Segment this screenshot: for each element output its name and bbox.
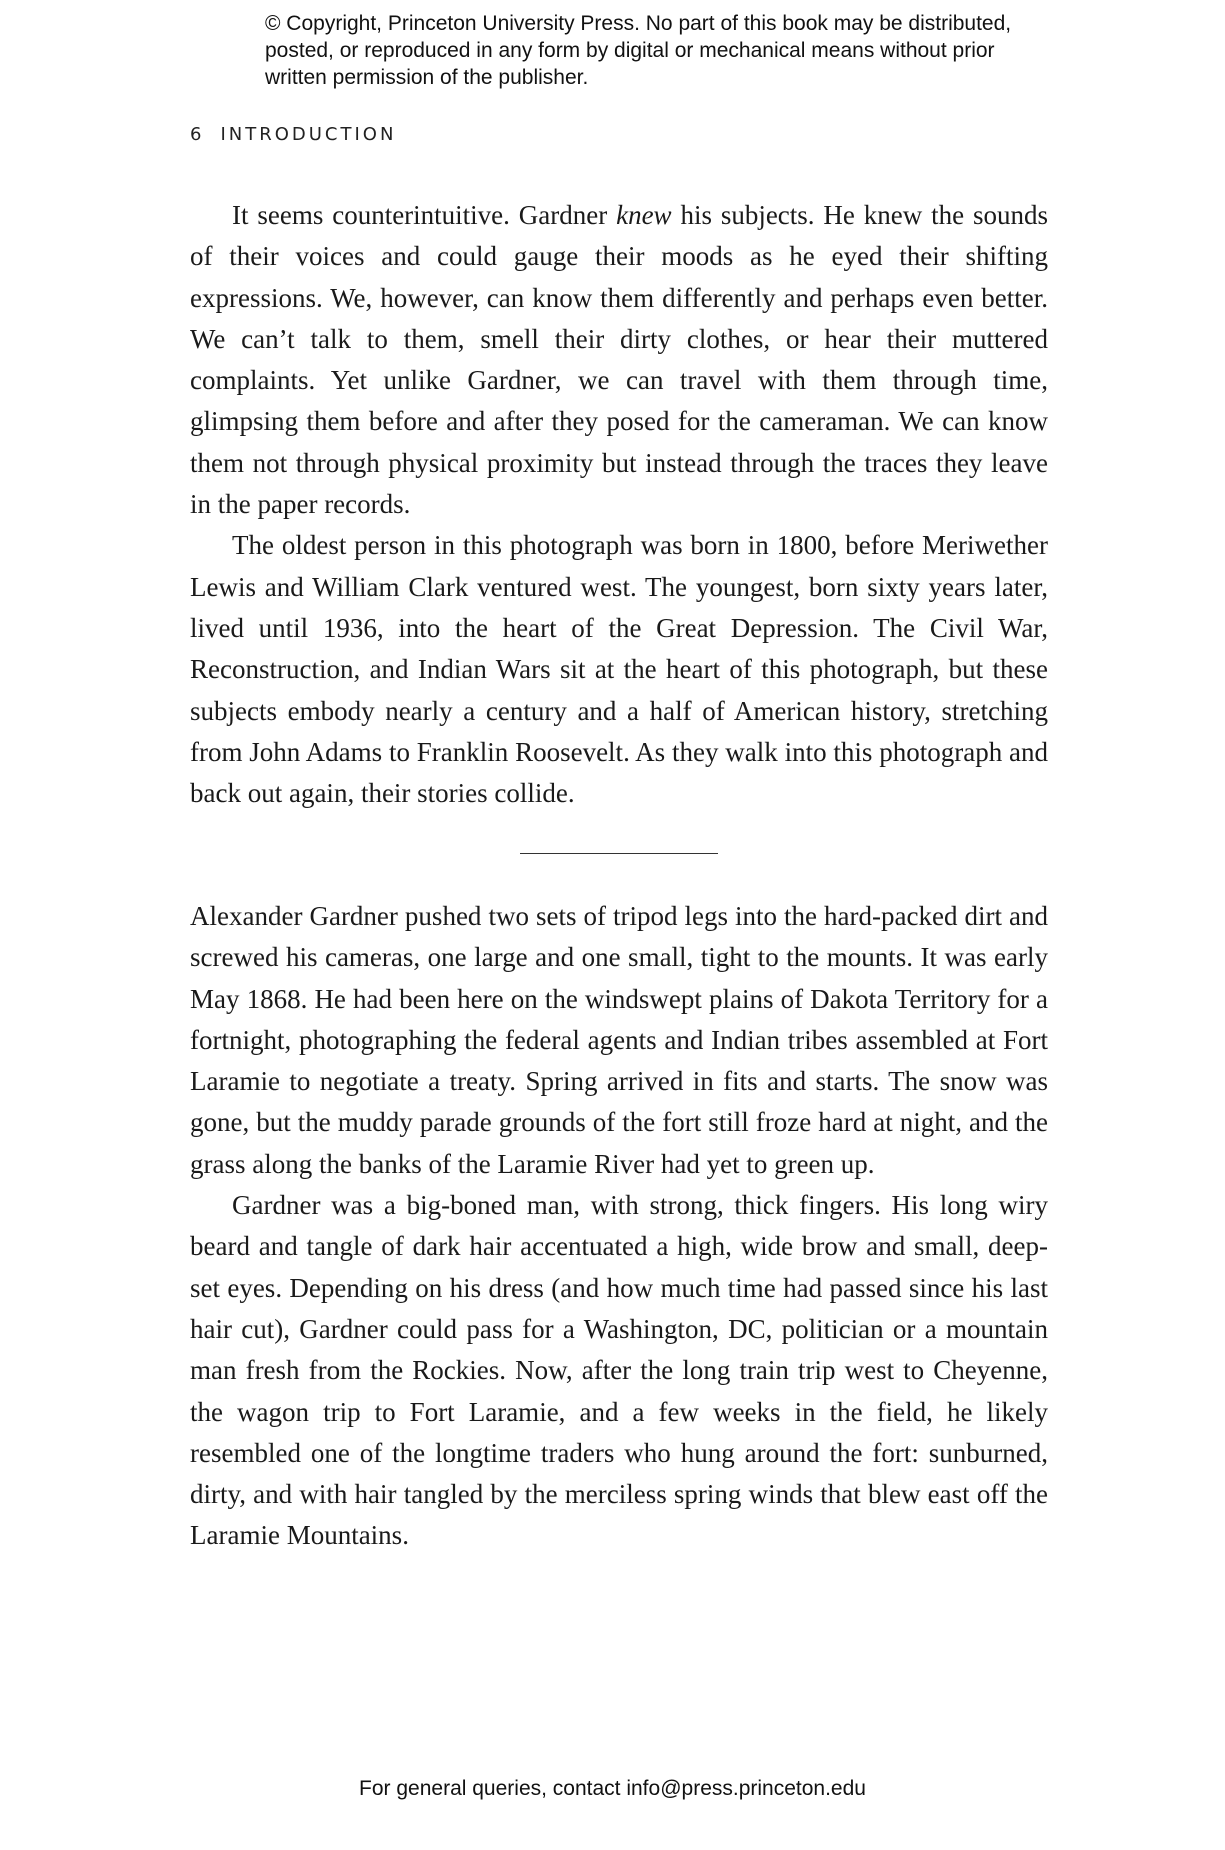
emphasis-text: knew [616, 200, 672, 230]
text-block-1 [190, 195, 1048, 814]
copyright-notice: © Copyright, Princeton University Press. No part of this book may be distributed, posted, or reproduced in any form by digital or mechanical means without prior written permission of the publisher. [265, 12, 1012, 89]
paragraph-text: his subjects. He knew the sounds of their voices and could gauge their moods as he eyed their shifting expressions. We, however, can know them differently and perhaps even better. We can’t talk to them, smell their dirty clothes, or hear their muttered complaints. Yet unlike Gardner, we can travel with them through time, glimpsing them before and after they posed for the cameraman. We can know them not through physical proximity but instead through the traces they leave in the paper records. [190, 200, 1048, 520]
page-number: 6 [190, 124, 205, 145]
paragraph-text: It seems counterintuitive. Gardner [232, 200, 617, 230]
section-break-rule [520, 853, 718, 854]
paragraph: Gardner was a big-boned man, with strong, thick fingers. His long wiry beard and tangle of dark hair accentuated a high, wide brow and small, deep-set eyes. Depending on his dress (and how much time had passed since his last hair cut), Gardner could pass for a Washington, DC, politician or a mountain man fresh from the Rockies. Now, after the long train trip west to Cheyenne, the wagon trip to Fort Laramie, and a few weeks in the field, he likely resembled one of the longtime traders who hung around the fort: sunburned, dirty, and with hair tangled by the merciless spring winds that blew east off the Laramie Mountains. [190, 1190, 1048, 1551]
running-head [190, 124, 396, 145]
section-title: INTRODUCTION [220, 124, 397, 145]
text-block-2 [190, 896, 1048, 1557]
paragraph: Alexander Gardner pushed two sets of tripod legs into the hard-packed dirt and screwed his cameras, one large and one small, tight to the mounts. It was early May 1868. He had been here on the windswept plains of Dakota Territory for a fortnight, photographing the federal agents and Indian tribes assembled at Fort Laramie to negotiate a treaty. Spring arrived in fits and starts. The snow was gone, but the muddy parade grounds of the fort still froze hard at night, and the grass along the banks of the Laramie River had yet to green up. [190, 901, 1048, 1179]
footer-contact: For general queries, contact info@press.princeton.edu [359, 1777, 866, 1800]
paragraph: The oldest person in this photograph was born in 1800, before Meriwether Lewis and William Clark ventured west. The youngest, born sixty years later, lived until 1936, into the heart of the Great Depression. The Civil War, Reconstruction, and Indian Wars sit at the heart of this photograph, but these subjects embody nearly a century and a half of American history, stretching from John Adams to Franklin Roosevelt. As they walk into this photograph and back out again, their stories collide. [190, 530, 1048, 809]
paragraph [190, 195, 1048, 525]
